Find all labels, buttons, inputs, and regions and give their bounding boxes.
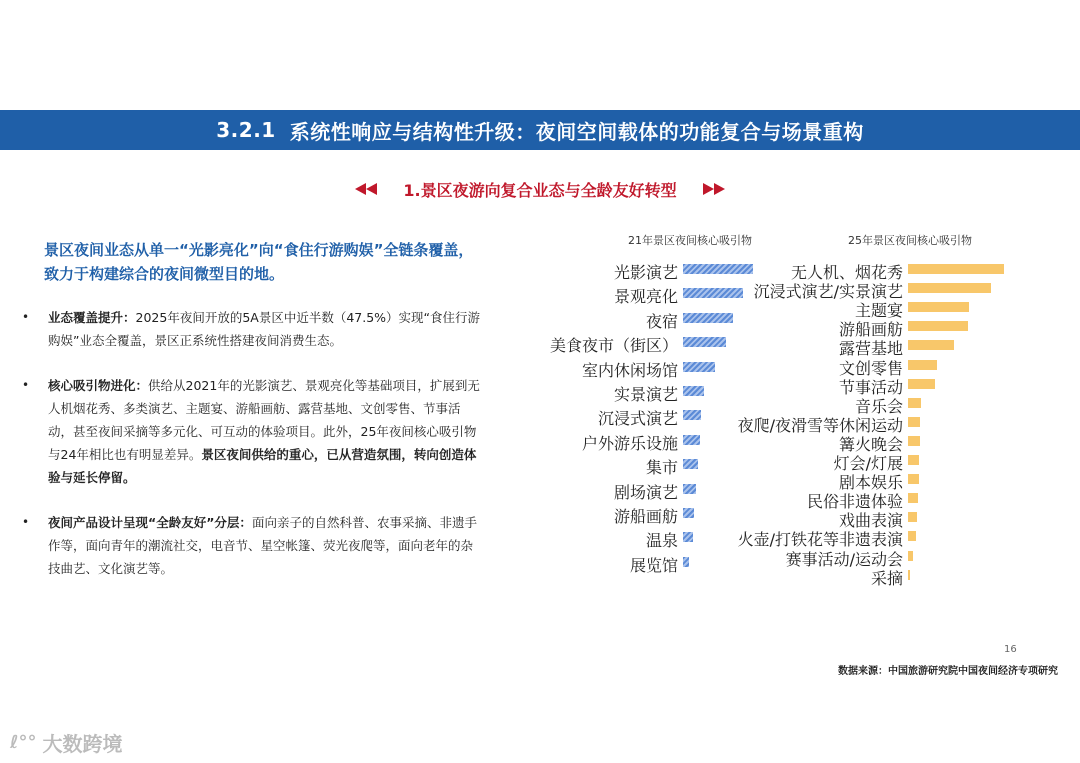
bar [683, 337, 726, 347]
bar [683, 557, 689, 567]
category-label: 赛事活动/运动会 [785, 549, 903, 569]
bar [908, 531, 916, 541]
category-label: 火壶/打铁花等非遗表演 [737, 530, 903, 550]
bar [908, 321, 968, 331]
double-right-arrow-icon [703, 183, 725, 195]
bar [908, 570, 910, 580]
bar [683, 435, 700, 445]
category-label: 展览馆 [629, 555, 678, 575]
bullet-dot-icon: • [22, 310, 30, 324]
bar [908, 340, 954, 350]
category-label: 户外游乐设施 [581, 433, 678, 453]
bullet-list [22, 306, 482, 602]
category-label: 灯会/灯展 [833, 454, 903, 473]
category-label: 实景演艺 [613, 385, 678, 404]
bullet-item [22, 511, 482, 580]
section-banner [0, 110, 1080, 150]
category-label: 节事活动 [838, 377, 903, 397]
page-number: 16 [1004, 644, 1017, 655]
bar [908, 264, 1004, 274]
bar [908, 302, 969, 312]
category-label: 音乐会 [854, 396, 903, 416]
category-label: 夜爬/夜滑雪等休闲运动 [737, 415, 903, 435]
bar [683, 410, 701, 420]
bullet-dot-icon: • [22, 515, 30, 529]
category-label: 采摘 [870, 568, 903, 588]
subheading: 1.景区夜游向复合业态与全龄友好转型 [403, 180, 677, 200]
bullet-item [22, 374, 482, 489]
bar [908, 436, 920, 446]
bar [683, 532, 693, 542]
bullet-title: 核心吸引物进化： [48, 378, 149, 393]
bullet-dot-icon: • [22, 378, 30, 392]
bar [683, 484, 696, 494]
bullet-text: 面向亲子的自然科普、农事采摘、非遗手作等，面向青年的潮流社交，电音节、星空帐篷、荧光夜爬等，面向老年的杂技曲艺、文化演艺等。 [48, 515, 477, 576]
category-label: 夜宿 [645, 311, 678, 331]
bar [908, 551, 913, 561]
category-label: 剧场演艺 [613, 482, 678, 502]
category-label: 温泉 [645, 531, 678, 551]
bar [908, 360, 937, 370]
category-label: 游船画舫 [613, 507, 678, 526]
category-label: 戏曲表演 [838, 511, 903, 531]
bullet-item [22, 306, 482, 352]
category-label: 沉浸式演艺 [597, 409, 678, 429]
bar [683, 264, 753, 274]
bar [908, 379, 935, 389]
section-title: 系统性响应与结构性升级：夜间空间载体的功能复合与场景重构 [289, 119, 864, 144]
double-left-arrow-icon [355, 183, 377, 195]
bar [908, 417, 920, 427]
bar [908, 398, 921, 408]
category-label: 室内休闲场馆 [581, 360, 678, 380]
watermark-icon: ℓ°° [10, 732, 37, 753]
bar [683, 386, 704, 396]
section-number: 3.2.1 [216, 118, 276, 142]
bullet-title: 业态覆盖提升： [48, 310, 136, 325]
bar [908, 455, 919, 465]
bar [908, 283, 991, 293]
category-label: 民俗非遗体验 [806, 492, 903, 512]
bar [683, 313, 733, 323]
bullet-text: 2025年夜间开放的5A景区中近半数（47.5%）实现“食住行游购娱”业态全覆盖，景区正系统性搭建夜间消费生态。 [48, 310, 481, 348]
category-label: 文创零售 [838, 358, 903, 378]
bar [908, 493, 918, 503]
bullet-title: 夜间产品设计呈现“全龄友好”分层： [48, 515, 252, 530]
category-label: 集市 [645, 458, 678, 478]
data-source: 数据来源：中国旅游研究院中国夜间经济专项研究 [838, 666, 1058, 677]
bar [908, 474, 919, 484]
bullet-emphasis: 景区夜间供给的重心，已从营造氛围，转向创造体验与延长停留。 [48, 447, 477, 485]
category-label: 游船画舫 [838, 320, 903, 340]
category-label: 露营基地 [838, 339, 903, 359]
subheading-row [0, 176, 1080, 202]
category-label: 无人机、烟花秀 [790, 263, 903, 282]
chart-title-2025: 25年景区夜间核心吸引物 [848, 234, 972, 247]
category-label: 光影演艺 [613, 263, 678, 282]
bar [683, 459, 698, 469]
bar [683, 362, 715, 372]
lead-paragraph: 景区夜间业态从单一“光影亮化”向“食住行游购娱”全链条覆盖，致力于构建综合的夜间微型目的地。 [44, 241, 474, 283]
category-label: 沉浸式演艺/实景演艺 [753, 282, 903, 302]
chart-title-2021: 21年景区夜间核心吸引物 [628, 234, 752, 247]
category-label: 主题宴 [854, 301, 903, 321]
watermark-logo [10, 728, 123, 757]
bar [908, 512, 917, 522]
category-label: 篝火晚会 [838, 434, 903, 454]
category-label: 剧本娱乐 [838, 473, 903, 493]
category-label: 景观亮化 [613, 287, 678, 307]
bar [683, 508, 694, 518]
category-label: 美食夜市（街区） [549, 336, 678, 356]
watermark-text: 大数跨境 [42, 732, 123, 756]
bar [683, 288, 743, 298]
bullet-text: 供给从2021年的光影演艺、景观亮化等基础项目，扩展到无人机烟花秀、多类演艺、主题宴、游船画舫、露营基地、文创零售、节事活动，甚至夜间采摘等多元化、可互动的体验项目。此外，25年夜间核心吸引物与24年相比也有明显差异。 [48, 378, 480, 462]
